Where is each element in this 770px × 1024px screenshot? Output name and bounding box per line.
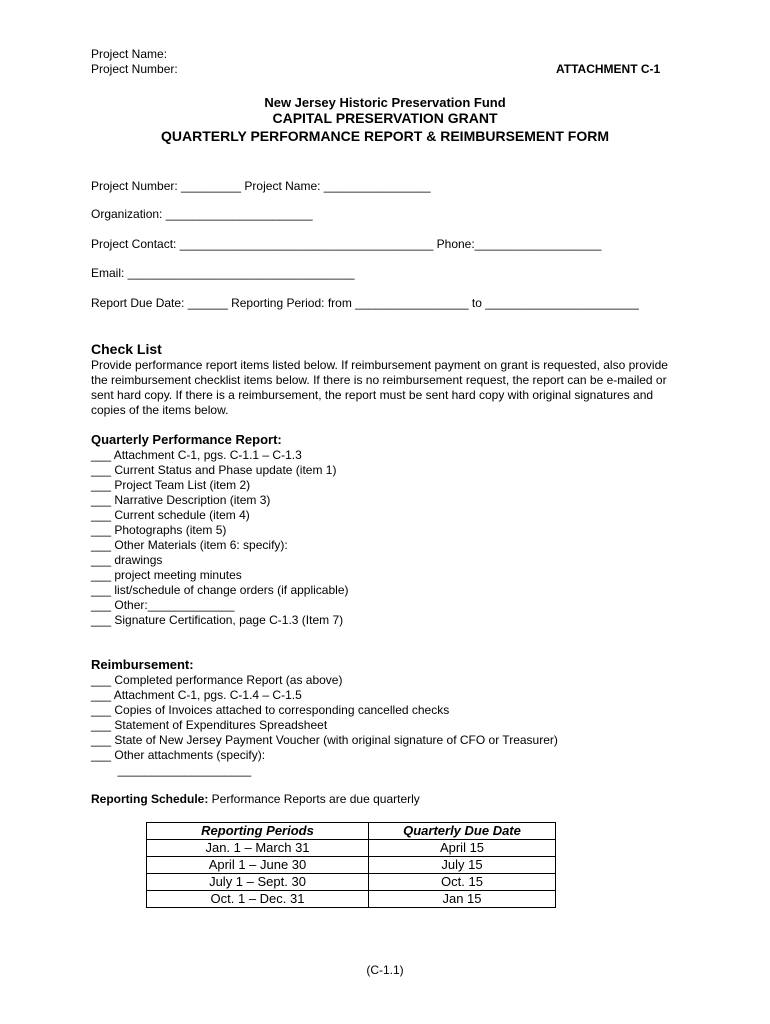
table-row [147,857,556,874]
title-grant: CAPITAL PRESERVATION GRANT [272,110,498,126]
list-item: ____________________ [91,763,252,777]
header-project-name: Project Name: [91,47,168,61]
list-item: ___ Current Status and Phase update (item 1) [91,463,337,477]
quarterly-checklist [91,448,348,628]
attachment-label: ATTACHMENT C-1 [556,62,661,76]
list-item: ___ Other:_____________ [91,598,235,612]
checklist-paragraph: Provide performance report items listed below. If reimbursement payment on grant is requested, also provide the reimbursement checklist items below. If there is no reimbursement request, the report can be e-mailed or sent hard copy. If there is a reimbursement, the report must be sent hard copy with original signatures and copies of the items below. [91,358,668,417]
reporting-schedule-line [91,792,420,807]
quarterly-heading: Quarterly Performance Report: [91,432,282,447]
form-row-project: Project Number: _________ Project Name: ________________ [91,179,431,193]
list-item: ___ Other Materials (item 6: specify): [91,538,288,552]
list-item: ___ Current schedule (item 4) [91,508,250,522]
period-cell: Jan. 1 – March 31 [147,840,369,857]
list-item: ___ list/schedule of change orders (if applicable) [91,583,349,597]
list-item: ___ project meeting minutes [91,568,242,582]
title-fund: New Jersey Historic Preservation Fund [264,95,506,110]
list-item: ___ Completed performance Report (as above) [91,673,343,687]
list-item: ___ Statement of Expenditures Spreadsheet [91,718,328,732]
form-row-report-dates: Report Due Date: ______ Reporting Period: from _________________ to _______________________ [91,296,639,310]
table-row [147,874,556,891]
header-reporting-periods: Reporting Periods [147,823,369,840]
due-date-cell: Jan 15 [369,891,556,908]
table-row [147,840,556,857]
list-item: ___ Attachment C-1, pgs. C-1.1 – C-1.3 [91,448,302,462]
list-item: ___ Project Team List (item 2) [91,478,251,492]
reimbursement-checklist [91,673,558,778]
reimbursement-heading: Reimbursement: [91,657,194,672]
list-item: ___ drawings [91,553,163,567]
title-form: QUARTERLY PERFORMANCE REPORT & REIMBURSEMENT FORM [160,128,610,144]
reporting-schedule-table [146,822,556,908]
period-cell: July 1 – Sept. 30 [147,874,369,891]
checklist-heading: Check List [91,341,162,357]
page-number: (C-1.1) [366,963,404,977]
header-project-number: Project Number: [91,62,178,76]
form-row-email: Email: __________________________________ [91,266,355,280]
list-item: ___ Signature Certification, page C-1.3 (Item 7) [91,613,344,627]
list-item: ___ Copies of Invoices attached to corresponding cancelled checks [91,703,450,717]
form-row-contact: Project Contact: ______________________________________ Phone:___________________ [91,237,602,251]
period-cell: Oct. 1 – Dec. 31 [147,891,369,908]
due-date-cell: April 15 [369,840,556,857]
due-date-cell: July 15 [369,857,556,874]
reporting-schedule-label: Reporting Schedule: [91,792,209,806]
header-quarterly-due-date: Quarterly Due Date [369,823,556,840]
form-row-organization: Organization: ______________________ [91,207,313,221]
list-item: ___ Attachment C-1, pgs. C-1.4 – C-1.5 [91,688,302,702]
list-item: ___ Other attachments (specify): [91,748,266,762]
table-header-row [147,823,556,840]
list-item: ___ Narrative Description (item 3) [91,493,271,507]
due-date-cell: Oct. 15 [369,874,556,891]
list-item: ___ Photographs (item 5) [91,523,227,537]
table-row [147,891,556,908]
list-item: ___ State of New Jersey Payment Voucher (with original signature of CFO or Treasurer) [91,733,558,747]
period-cell: April 1 – June 30 [147,857,369,874]
reporting-schedule-text: Performance Reports are due quarterly [208,792,420,806]
